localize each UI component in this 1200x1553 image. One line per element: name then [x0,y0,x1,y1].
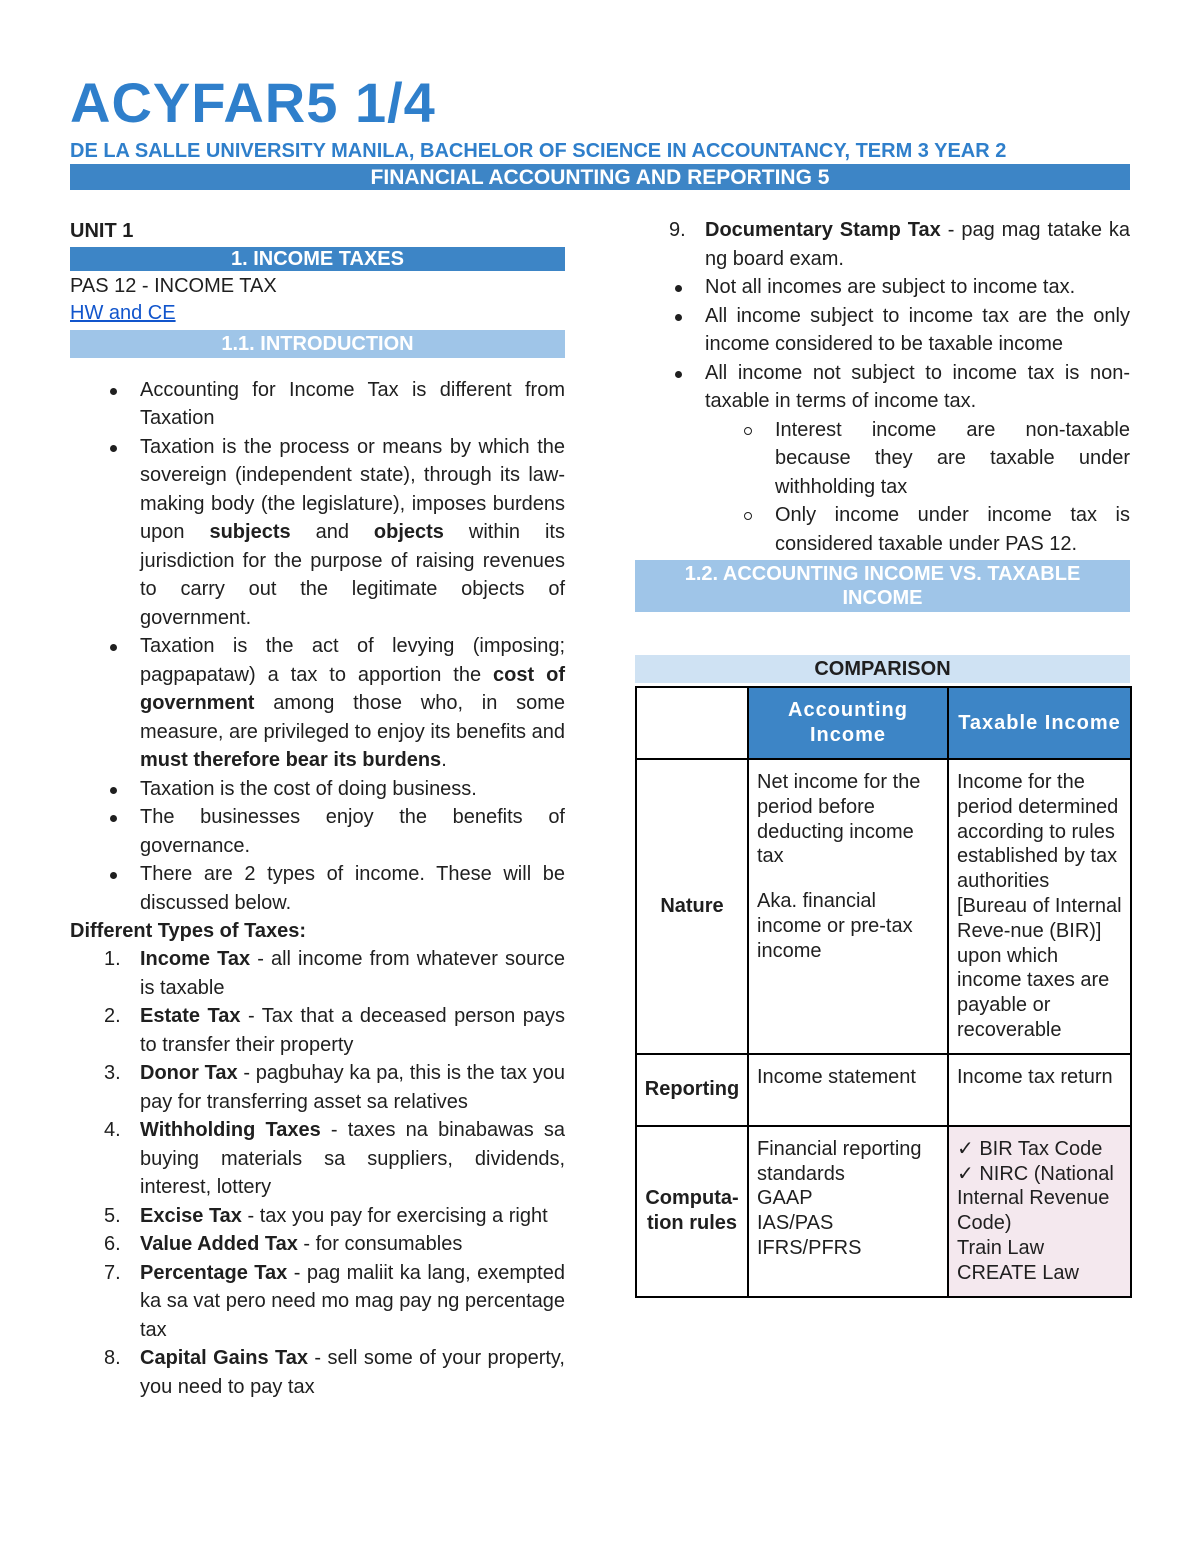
bullet-text: Taxation is the act of levying (imposing; pagpapataw) a tax to apportion the [140,635,565,686]
bullet-text: Taxation is the process or means by which the sovereign (independent state), through its law-making body (the legislature), imposes burdens upon [140,435,565,543]
sub-list-item [635,501,1130,558]
bullet-text: among those who, in some measure, are privileged to enjoy its benefits and [140,692,565,743]
cell-text: CREATE Law [957,1261,1079,1284]
cell-text: IAS/PAS [757,1212,834,1235]
item-number: 7. [104,1261,121,1284]
table-cell [948,759,1131,1054]
list-item [70,1116,565,1202]
bullet-text: Accounting for Income Tax is different from Taxation [140,378,565,429]
section-header-line: 1.2. ACCOUNTING INCOME VS. TAXABLE [684,563,1081,585]
bullet-text: and [290,521,374,543]
table-cell [748,759,948,1054]
section-header-accounting-vs-taxable [635,560,1130,612]
comparison-table [635,686,1132,1298]
bullet-text: All income subject to income tax are the only income considered to be taxable income [705,304,1130,355]
tax-name: Percentage Tax [140,1261,288,1284]
pas-reference: PAS 12 - INCOME TAX [70,275,277,297]
tax-description: - pag maliit ka lang, exempted ka sa vat pero need mo mag pay ng percentage tax [140,1261,565,1341]
bullet-text: All income not subject to income tax is non-taxable in terms of income tax. [705,361,1130,412]
list-item [70,1259,565,1345]
tax-types-list-continued [635,216,1130,273]
table-cell [748,1126,948,1297]
item-number: 3. [104,1062,121,1084]
tax-description: - Tax that a deceased person pays to transfer their property [140,1005,565,1056]
item-number: 8. [104,1347,121,1369]
list-item [635,216,1130,273]
bullet-text: Not all incomes are subject to income tax. [705,276,1076,298]
list-item [70,632,565,775]
document-title: ACYFAR5 1/4 [70,71,436,134]
table-row [636,1126,1131,1297]
row-header-computation-rules [636,1126,748,1297]
tax-name: Documentary Stamp Tax [705,219,941,241]
column-header-taxable-income: Taxable Income [948,687,1131,759]
hw-ce-link[interactable]: HW and CE [70,302,176,324]
cell-text: IFRS/PFRS [757,1236,862,1259]
list-item [70,433,565,633]
bold-term: cost of government [140,663,565,714]
row-header-reporting: Reporting [636,1054,748,1126]
item-number: 1. [104,948,121,970]
cell-text: Train Law [957,1236,1045,1259]
bullet-text: Taxation is the cost of doing business. [140,777,477,800]
cell-text: Income tax return [957,1065,1113,1088]
cell-text: Income statement [757,1065,916,1088]
table-row [636,759,1131,1054]
section-header-introduction: 1.1. INTRODUCTION [70,330,565,358]
tax-description: - tax you pay for exercising a right [241,1204,548,1227]
comparison-title: COMPARISON [635,655,1130,683]
list-item [70,1344,565,1401]
tax-description: - pag mag tatake ka ng board exam. [705,219,1131,270]
tax-name: Income Tax [140,948,251,970]
tax-description: - for consumables [297,1233,463,1255]
table-cell [748,1054,948,1126]
introduction-list [70,376,565,918]
list-item [70,1002,565,1059]
tax-description: - taxes na binabawas sa buying materials sa suppliers, dividends, interest, lottery [140,1119,565,1198]
bold-term: must therefore bear its burdens [140,749,442,771]
cell-text: ✓ NIRC (National Internal Revenue Code) [957,1162,1114,1235]
section-header-income-taxes: 1. INCOME TAXES [70,247,565,271]
item-number: 5. [104,1204,121,1227]
unit-label: UNIT 1 [70,220,134,242]
list-item [635,302,1130,359]
bold-term: subjects [209,521,291,543]
cell-text: Financial reporting standards [757,1137,922,1185]
item-number: 4. [104,1119,121,1141]
tax-name: Excise Tax [140,1204,242,1227]
list-item [70,860,565,917]
bullet-text: Interest income are non-taxable because they are taxable under withholding tax [775,418,1130,498]
section-header-line: INCOME [842,587,923,609]
empty-corner-cell [636,687,748,759]
bullet-text: There are 2 types of income. These will be discussed below. [140,863,565,914]
list-item [635,273,1130,302]
right-column [635,216,1130,1298]
tax-description: - pagbuhay ka pa, this is the tax you pay for transferring asset sa relatives [140,1062,565,1113]
list-item [70,1230,565,1259]
table-row [636,1054,1131,1126]
item-number: 6. [104,1233,121,1255]
list-item [70,1202,565,1231]
left-column [70,216,565,1401]
bold-term: objects [373,521,444,543]
cell-text: Income for the period determined according to rules established by tax authorities [Bureau of Internal Reve-nue (BIR)] upon which income taxes are payable or recoverable [957,771,1122,1041]
item-number: 2. [104,1005,121,1027]
list-item [70,376,565,433]
tax-description: - sell some of your property, you need to pay tax [140,1347,565,1398]
list-item [70,1059,565,1116]
row-header-line: tion rules [646,1212,737,1235]
row-header-nature: Nature [636,759,748,1054]
tax-name: Donor Tax [140,1062,238,1084]
list-item [70,945,565,1002]
bullet-text: within its jurisdiction for the purpose of raising revenues to carry out the legitimate objects of government. [140,521,565,629]
tax-name: Value Added Tax [140,1233,298,1255]
bullet-text: The businesses enjoy the benefits of governance. [140,806,565,857]
list-item [635,359,1130,416]
document-subtitle: DE LA SALLE UNIVERSITY MANILA, BACHELOR OF SCIENCE IN ACCOUNTANCY, TERM 3 YEAR 2 [70,140,1007,162]
cell-text: Net income for the period before deducting income tax [757,771,921,868]
table-cell-highlighted [948,1126,1131,1297]
bullet-text: Only income under income tax is considered taxable under PAS 12. [775,504,1130,555]
tax-name: Withholding Taxes [140,1119,321,1141]
table-cell [948,1054,1131,1126]
tax-types-heading: Different Types of Taxes: [70,920,306,942]
item-number: 9. [669,219,686,241]
column-header-accounting-income: Accounting Income [748,687,948,759]
table-header-row [636,687,1131,759]
cell-text: Aka. financial income or pre-tax income [757,890,913,962]
bullet-text: . [441,749,447,771]
income-bullets [635,273,1130,558]
row-header-line: Computa- [645,1187,739,1210]
course-banner: FINANCIAL ACCOUNTING AND REPORTING 5 [70,164,1130,190]
list-item [70,803,565,860]
tax-description: - all income from whatever source is taxable [140,948,565,999]
tax-name: Estate Tax [140,1005,241,1027]
sub-list-item [635,416,1130,502]
tax-types-list [70,945,565,1401]
cell-text: ✓ BIR Tax Code [957,1137,1103,1160]
tax-name: Capital Gains Tax [140,1347,309,1369]
list-item [70,775,565,804]
cell-text: GAAP [757,1187,813,1210]
